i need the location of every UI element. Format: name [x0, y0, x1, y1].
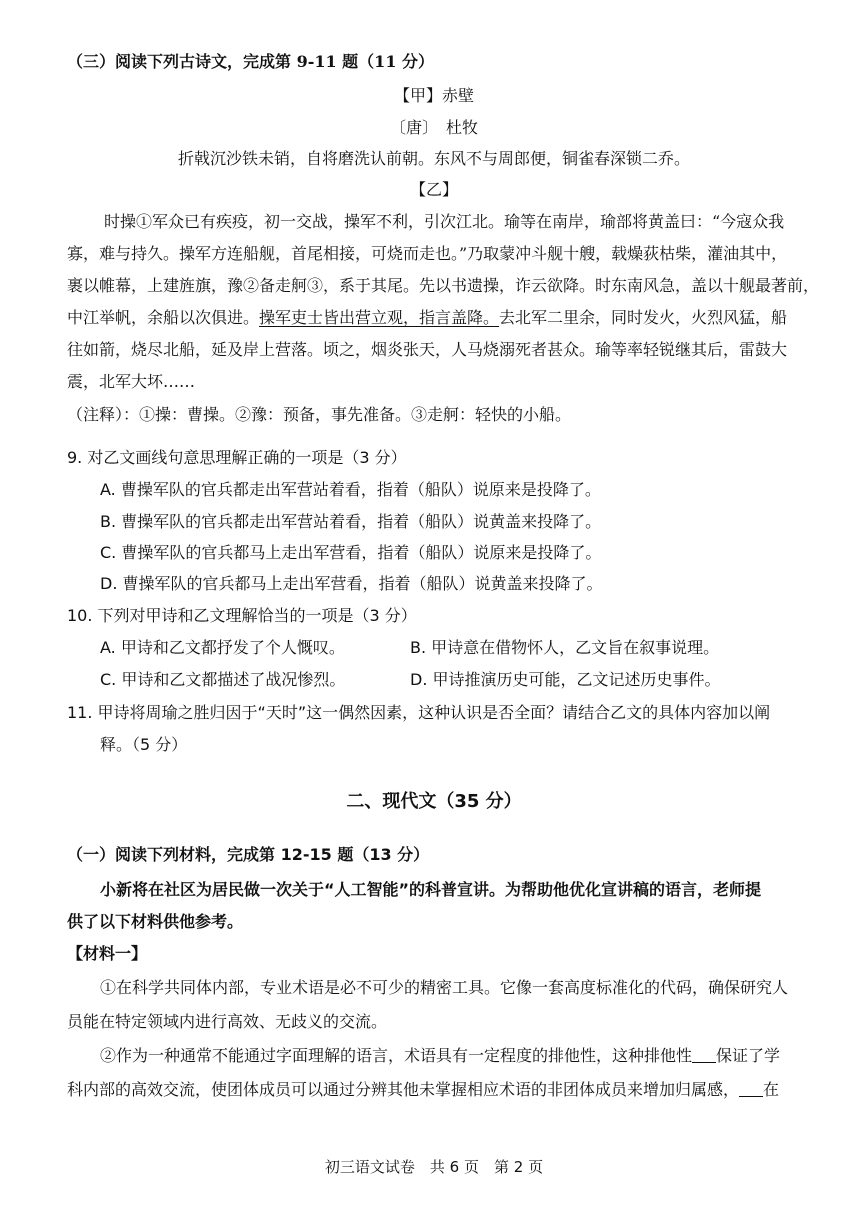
- para-2-line-1-start: ②作为一种通常不能通过字面理解的语言，术语具有一定程度的排他性，这种排他性: [100, 1046, 693, 1065]
- question-11-line-1: 11. 甲诗将周瑜之胜归因于“天时”这一偶然因素，这种认识是否全面？请结合乙文的具体内容加以阐: [67, 703, 771, 722]
- para-2-line-1-end: 保证了学: [716, 1046, 781, 1065]
- prose-line-1: 时操①军众已有疾疫，初一交战，操军不利，引次江北。瑜等在南岸，瑜部将黄盖曰：“今寇众我: [104, 212, 785, 231]
- material-1-para-2-line-2: [67, 1080, 779, 1100]
- q9-option-d: D. 曹操军队的官兵都马上走出军营看，指着（船队）说黄盖来投降了。: [100, 574, 603, 593]
- page-footer: 初三语文试卷 共 6 页 第 2 页: [324, 1158, 544, 1176]
- prose-line-3: 裹以帷幕，上建旌旗，豫②备走舸③，系于其尾。先以书遗操，诈云欲降。时东南风急，盖以十舰最著前，: [67, 276, 820, 295]
- q10-option-b: B. 甲诗意在借物怀人，乙文旨在叙事说理。: [410, 638, 720, 657]
- fill-blank-2: [739, 1082, 763, 1097]
- material-1-para-1-line-2: 员能在特定领域内进行高效、无歧义的交流。: [67, 1012, 388, 1031]
- intro-line-2: 供了以下材料供他参考。: [67, 912, 244, 931]
- material-1-para-1-line-1: ①在科学共同体内部，专业术语是必不可少的精密工具。它像一套高度标准化的代码，确保研究人: [100, 978, 789, 997]
- annotation-notes: （注释）：①操：曹操。②豫：预备，事先准备。③走舸：轻快的小船。: [67, 405, 572, 424]
- poem-title: 【甲】赤壁: [393, 86, 474, 105]
- part-2-title: 二、现代文（35 分）: [346, 791, 522, 812]
- section-3-heading: （三）阅读下列古诗文，完成第 9-11 题（11 分）: [67, 52, 435, 71]
- material-1-label: 【材料一】: [67, 944, 148, 963]
- prose-line-5: 往如箭，烧尽北船，延及岸上营落。顷之，烟炎张天，人马烧溺死者甚众。瑜等率轻锐继其后，雷鼓大: [67, 340, 788, 359]
- prose-line-2: 寡，难与持久。操军方连船舰，首尾相接，可烧而走也。”乃取蒙冲斗舰十艘，载燥荻枯柴，灌油其中，: [67, 244, 788, 263]
- prose-label: 【乙】: [409, 180, 458, 199]
- q9-option-b: B. 曹操军队的官兵都走出军营站着看，指着（船队）说黄盖来投降了。: [100, 512, 602, 531]
- para-2-line-2-start: 科内部的高效交流，使团体成员可以通过分辨其他未掌握相应术语的非团体成员来增加归属感，: [67, 1080, 740, 1099]
- question-10-stem: 10. 下列对甲诗和乙文理解恰当的一项是（3 分）: [67, 606, 417, 625]
- underlined-sentence: 操军吏士皆出营立观，指言盖降。: [259, 308, 500, 327]
- prose-line-6: 震，北军大坏……: [67, 372, 196, 391]
- material-1-para-2-line-1: [100, 1046, 780, 1066]
- q9-option-c: C. 曹操军队的官兵都马上走出军营看，指着（船队）说原来是投降了。: [100, 543, 602, 562]
- question-11-line-2: 释。（5 分）: [100, 735, 188, 754]
- prose-line-4-end: 去北军二里余，同时发火，火烈风猛，船: [499, 308, 788, 327]
- para-2-line-2-end: 在: [763, 1080, 780, 1099]
- poem-author: 〔唐〕 杜牧: [389, 118, 478, 137]
- subsection-1-heading: （一）阅读下列材料，完成第 12-15 题（13 分）: [67, 845, 430, 864]
- intro-line-1: 小新将在社区为居民做一次关于“人工智能”的科普宣讲。为帮助他优化宣讲稿的语言，老师提: [100, 880, 762, 899]
- prose-line-4: [67, 308, 787, 328]
- poem-text: 折戟沉沙铁未销，自将磨洗认前朝。东风不与周郎便，铜雀春深锁二乔。: [177, 149, 690, 168]
- q9-option-a: A. 曹操军队的官兵都走出军营站着看，指着（船队）说原来是投降了。: [100, 480, 601, 499]
- q10-option-a: A. 甲诗和乙文都抒发了个人慨叹。: [100, 638, 345, 657]
- q10-option-d: D. 甲诗推演历史可能，乙文记述历史事件。: [410, 670, 721, 689]
- q10-option-c: C. 甲诗和乙文都描述了战况惨烈。: [100, 670, 346, 689]
- question-9-stem: 9. 对乙文画线句意思理解正确的一项是（3 分）: [67, 448, 407, 467]
- prose-line-4-start: 中江举帆，余船以次俱进。: [67, 308, 260, 327]
- fill-blank-1: [692, 1048, 716, 1063]
